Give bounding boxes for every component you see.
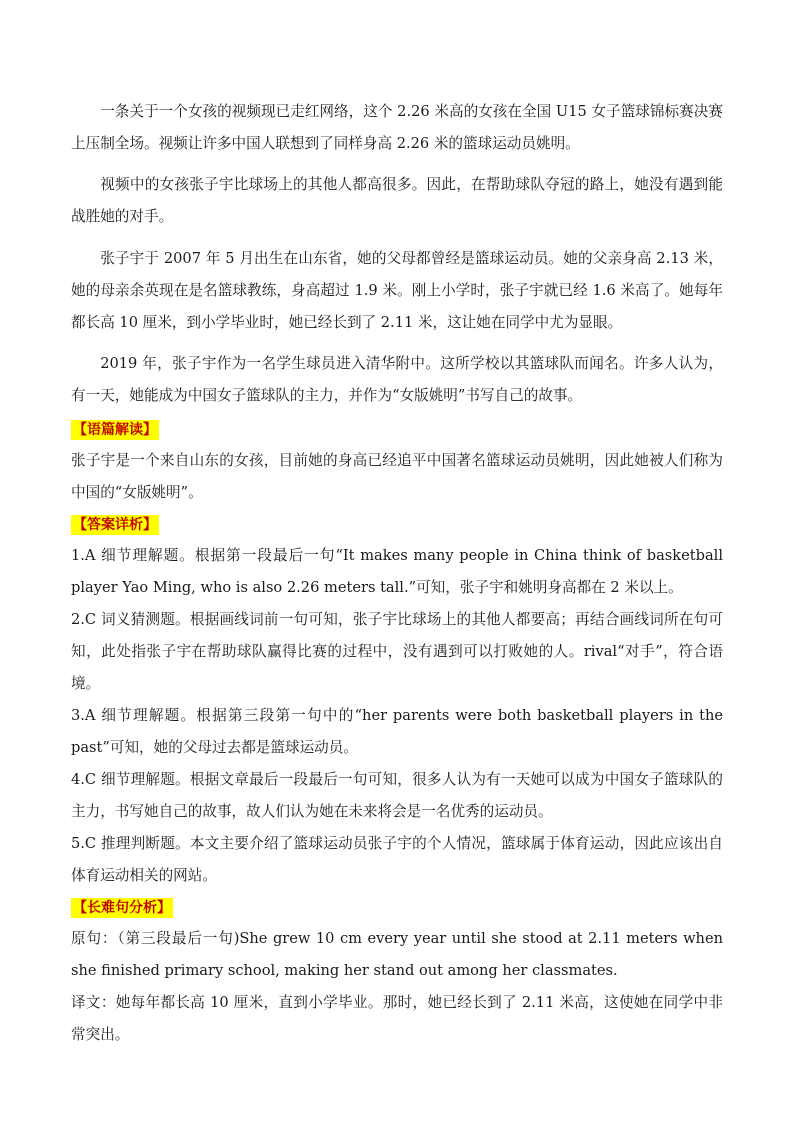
passage-paragraph-3: 张子宇于 2007 年 5 月出生在山东省，她的父母都曾经是篮球运动员。她的父亲身高 2.13 米，她的母亲余英现在是名篮球教练，身高超过 1.9 米。刚上小学时，张子宇就已经 1.6 米高了。她每年都长高 10 厘米，到小学毕业时，她已经长到了 2.11 米，这让她在同学中尤为显眼。 — [71, 249, 723, 331]
answer-item-2: 2.C 词义猜测题。根据画线词前一句可知，张子宇比球场上的其他人都要高；再结合画线词所在句可知，此处指张子宇在帮助球队赢得比赛的过程中，没有遇到可以打败她的人。rival“对手”，符合语境。 — [71, 611, 723, 693]
interpretation-heading: 【语篇解读】 — [73, 422, 157, 439]
answers-list — [71, 540, 723, 892]
passage-paragraph-4: 2019 年，张子宇作为一名学生球员进入清华附中。这所学校以其篮球队而闻名。许多人认为，有一天，她能成为中国女子篮球队的主力，并作为“女版姚明”书写自己的故事。 — [71, 355, 723, 405]
original-sentence: 原句：（第三段最后一句)She grew 10 cm every year until she stood at 2.11 meters when she finished primary school, making her stand out among her classmates. — [71, 930, 723, 980]
sentence-analysis-heading: 【长难句分析】 — [73, 900, 171, 917]
answers-heading: 【答案详析】 — [73, 517, 157, 534]
answer-item-5: 5.C 推理判断题。本文主要介绍了篮球运动员张子宇的个人情况，篮球属于体育运动，因此应该出自体育运动相关的网站。 — [71, 835, 723, 885]
translation-sentence: 译文：她每年都长高 10 厘米，直到小学毕业。那时，她已经长到了 2.11 米高，这使她在同学中非常突出。 — [71, 994, 723, 1044]
answers-heading-row — [71, 509, 723, 540]
sentence-analysis-heading-row — [71, 892, 723, 923]
document-content — [71, 96, 723, 1051]
answer-item-3: 3.A 细节理解题。根据第三段第一句中的“her parents were both basketball players in the past”可知，她的父母过去都是篮球运动员。 — [71, 707, 723, 757]
passage-paragraph-2: 视频中的女孩张子宇比球场上的其他人都高很多。因此，在帮助球队夺冠的路上，她没有遇到能战胜她的对手。 — [71, 176, 723, 226]
answer-item-4: 4.C 细节理解题。根据文章最后一段最后一句可知，很多人认为有一天她可以成为中国女子篮球队的主力，书写她自己的故事，故人们认为她在未来将会是一名优秀的运动员。 — [71, 771, 723, 821]
interpretation-text: 张子宇是一个来自山东的女孩，目前她的身高已经追平中国著名篮球运动员姚明，因此她被人们称为中国的“女版姚明”。 — [71, 452, 723, 502]
interpretation-heading-row — [71, 414, 723, 445]
passage-paragraph-1: 一条关于一个女孩的视频现已走红网络，这个 2.26 米高的女孩在全国 U15 女子篮球锦标赛决赛上压制全场。视频让许多中国人联想到了同样身高 2.26 米的篮球运动员姚明。 — [71, 103, 723, 152]
answer-item-1: 1.A 细节理解题。根据第一段最后一句“It makes many people in China think of basketball player Yao Ming, who is also 2.26 meters tall.”可知，张子宇和姚明身高都在 2 米以上。 — [71, 547, 723, 597]
